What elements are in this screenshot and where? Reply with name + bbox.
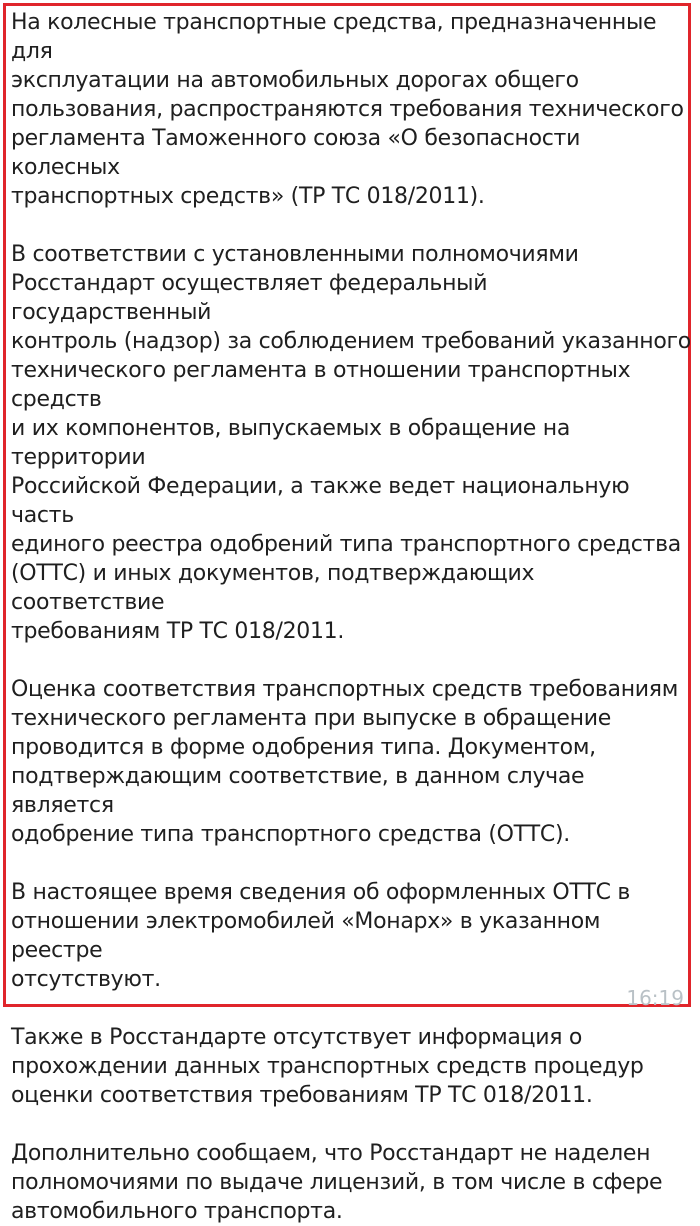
message-bubble [11,8,691,1226]
message-paragraph-4: В настоящее время сведения об оформленных ОТТС в отношении электромобилей «Монарх» в указанном реестре отсутствуют. [11,878,691,994]
message-paragraph-5: Также в Росстандарте отсутствует информация о прохождении данных транспортных средств процедур оценки соответствия требованиям ТР ТС 018/2011. [11,1023,691,1110]
message-paragraph-1: На колесные транспортные средства, предназначенные для эксплуатации на автомобильных дорогах общего пользования, распространяются требования технического регламента Таможенного союза «О безопасности колесных транспортных средств» (ТР ТС 018/2011). [11,8,691,211]
message-paragraph-6: Дополнительно сообщаем, что Росстандарт не наделен полномочиями по выдаче лицензий, в том числе в сфере автомобильного транспорта. [11,1139,691,1226]
message-paragraph-3: Оценка соответствия транспортных средств требованиям технического регламента при выпуске в обращение проводится в форме одобрения типа. Документом, подтверждающим соответствие, в данном случае является одобрение типа транспортного средства (ОТТС). [11,675,691,849]
message-timestamp: 16:19 [626,986,684,1010]
message-paragraph-2: В соответствии с установленными полномочиями Росстандарт осуществляет федеральный государственный контроль (надзор) за соблюдением требований указанного технического регламента в отношении транспортных средств и их компонентов, выпускаемых в обращение на территории Российской Федерации, а также ведет национальную часть единого реестра одобрений типа транспортного средства (ОТТС) и иных документов, подтверждающих соответствие требованиям ТР ТС 018/2011. [11,240,691,646]
